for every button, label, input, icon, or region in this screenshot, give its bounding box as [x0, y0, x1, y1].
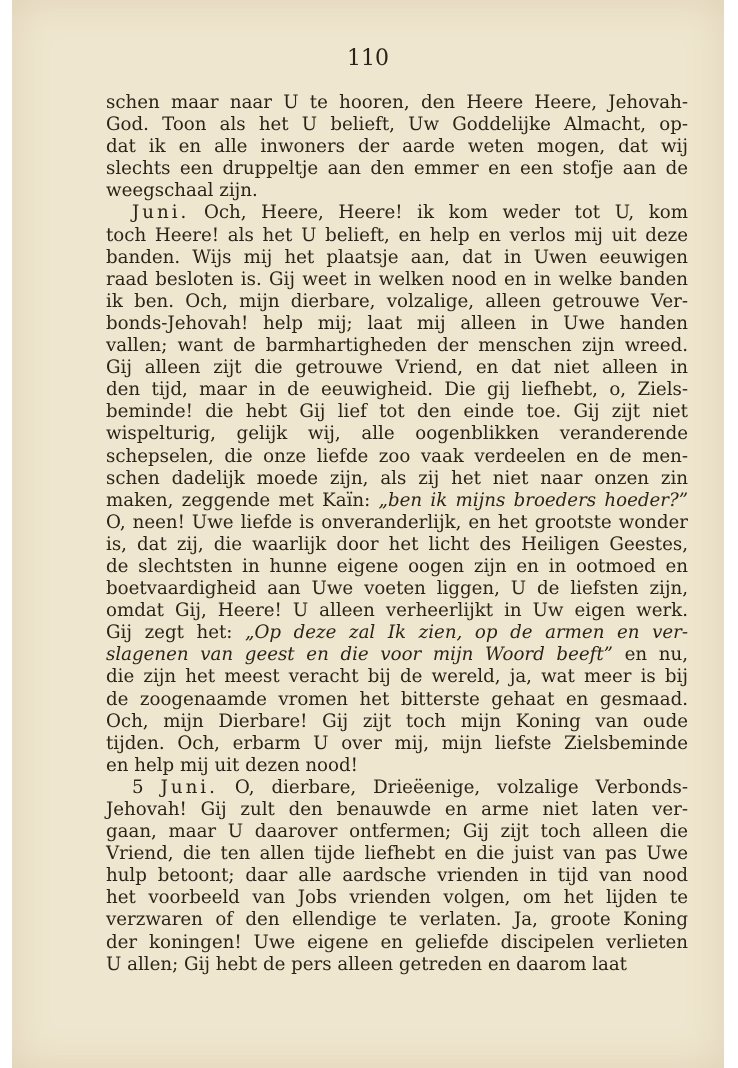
text-segment: God. Toon als het U belieft, Uw Goddelijke Almacht, op- — [106, 114, 688, 136]
text-segment: verzwaren of den ellendige te verlaten. Ja, groote Koning — [106, 909, 688, 931]
text-segment: Juni. — [132, 202, 190, 224]
text-line — [106, 644, 688, 666]
text-line — [106, 114, 688, 136]
text-line — [106, 313, 688, 335]
text-line — [106, 799, 688, 821]
text-line — [106, 225, 688, 247]
text-segment: schepselen, die onze liefde zoo vaak verdeelen en de men- — [106, 445, 688, 467]
text-line — [106, 909, 688, 931]
text-line — [106, 843, 688, 865]
text-segment: hulp betoont; daar alle aardsche vrienden in tijd van nood — [106, 865, 688, 887]
body-text — [106, 92, 688, 976]
text-line — [106, 777, 688, 799]
text-segment: de zoogenaamde vromen het bitterste gehaat en gesmaad. — [106, 688, 688, 710]
text-segment: der koningen! Uwe eigene en geliefde discipelen verlieten — [106, 931, 688, 953]
text-segment: Juni. — [160, 776, 218, 798]
text-segment: is, dat zij, die waarlijk door het licht des Heiligen Geestes, — [106, 533, 688, 555]
text-segment: tijden. Och, erbarm U over mij, mijn liefste Zielsbeminde — [106, 732, 688, 754]
text-line — [106, 622, 688, 644]
text-segment: schen dadelijk moede zijn, als zij het niet naar onzen zin — [106, 467, 688, 489]
text-segment: toch Heere! als het U belieft, en help en verlos mij uit deze — [106, 224, 688, 246]
text-line — [106, 423, 688, 445]
text-segment: Och, mijn Dierbare! Gij zijt toch mijn Koning van oude — [106, 710, 688, 732]
text-line — [106, 755, 688, 777]
text-line — [106, 666, 688, 688]
text-line — [106, 556, 688, 578]
text-segment: U allen; Gij hebt de pers alleen getreden en daarom laat — [106, 953, 627, 975]
text-segment: wispelturig, gelijk wij, alle oogenblikken veranderende — [106, 423, 688, 445]
text-line — [106, 92, 688, 114]
text-segment: „ben ik mijns broeders hoeder?” — [378, 489, 688, 511]
text-segment: banden. Wijs mij het plaatsje aan, dat in Uwen eeuwigen — [106, 246, 688, 268]
text-line — [106, 600, 688, 622]
text-segment: Gij alleen zijt die getrouwe Vriend, en dat niet alleen in — [106, 357, 688, 379]
text-line — [106, 954, 688, 976]
text-line — [106, 578, 688, 600]
text-line — [106, 689, 688, 711]
text-segment: ik ben. Och, mijn dierbare, volzalige, alleen getrouwe Ver- — [106, 290, 688, 312]
text-line — [106, 269, 688, 291]
text-line — [106, 887, 688, 909]
text-segment: O, neen! Uwe liefde is onveranderlijk, en het grootste wonder — [106, 511, 688, 533]
text-segment: O, dierbare, Drieëenige, volzalige Verbonds- — [217, 776, 688, 798]
text-line — [106, 733, 688, 755]
paragraph — [106, 202, 688, 776]
text-line — [106, 291, 688, 313]
text-line — [106, 379, 688, 401]
text-line — [106, 357, 688, 379]
text-line — [106, 335, 688, 357]
text-line — [106, 468, 688, 490]
text-line — [106, 512, 688, 534]
text-segment: weegschaal zijn. — [106, 180, 258, 202]
text-segment: dat ik en alle inwoners der aarde weten mogen, dat wij — [106, 136, 688, 158]
text-segment: vallen; want de barmhartigheden der menschen zijn wreed. — [106, 335, 688, 357]
text-segment: Och, Heere, Heere! ik kom weder tot U, kom — [189, 202, 688, 224]
page-number: 110 — [347, 46, 389, 71]
text-segment: de slechtsten in hunne eigene oogen zijn en in ootmoed en — [106, 555, 688, 577]
text-line — [106, 932, 688, 954]
text-segment: slechts een druppeltje aan den emmer en een stofje aan de — [106, 158, 688, 180]
text-segment: gaan, maar U daarover ontfermen; Gij zijt toch alleen die — [106, 821, 688, 843]
text-line — [106, 202, 688, 224]
text-line — [106, 821, 688, 843]
text-segment: Jehovah! Gij zult den benauwde en arme niet laten ver- — [106, 799, 688, 820]
text-segment: maken, zeggende met Kaïn: — [106, 489, 379, 511]
text-segment: beminde! die hebt Gij lief tot den einde toe. Gij zijt niet — [106, 401, 688, 423]
text-line — [106, 247, 688, 269]
text-line — [106, 136, 688, 158]
paragraph — [106, 92, 688, 202]
text-segment: omdat Gij, Heere! U alleen verheerlijkt in Uw eigen werk. — [106, 600, 688, 622]
text-segment: het voorbeeld van Jobs vrienden volgen, om het lijden te — [106, 887, 688, 909]
paragraph — [106, 777, 688, 976]
text-segment: slagenen van geest en die voor mijn Woord beeft” — [106, 644, 613, 666]
text-segment: Vriend, die ten allen tijde liefhebt en die juist van pas Uwe — [106, 843, 688, 865]
text-segment: den tijd, maar in de eeuwigheid. Die gij liefhebt, o, Ziels- — [106, 379, 688, 401]
text-segment: en help mij uit dezen nood! — [106, 754, 358, 776]
text-segment: „Op deze zal Ik zien, op de armen en ver- — [245, 622, 688, 644]
text-line — [106, 865, 688, 887]
text-line — [106, 446, 688, 468]
text-line — [106, 534, 688, 556]
text-line — [106, 180, 688, 202]
text-line — [106, 158, 688, 180]
text-segment: Gij zegt het: — [106, 622, 246, 644]
text-segment: raad besloten is. Gij weet in welken nood en in welke banden — [106, 268, 688, 290]
text-segment: en nu, — [612, 644, 689, 666]
text-segment: schen maar naar U te hooren, den Heere Heere, Jehovah- — [106, 92, 688, 113]
text-line — [106, 401, 688, 423]
text-line — [106, 711, 688, 733]
text-segment: die zijn het meest veracht bij de wereld, ja, wat meer is bij — [106, 666, 688, 688]
text-line — [106, 490, 688, 512]
text-segment: 5 — [132, 776, 161, 798]
text-segment: bonds-Jehovah! help mij; laat mij alleen in Uwe handen — [106, 312, 688, 334]
book-page — [12, 0, 724, 1068]
text-segment: boetvaardigheid aan Uwe voeten liggen, U de liefsten zijn, — [106, 578, 688, 600]
